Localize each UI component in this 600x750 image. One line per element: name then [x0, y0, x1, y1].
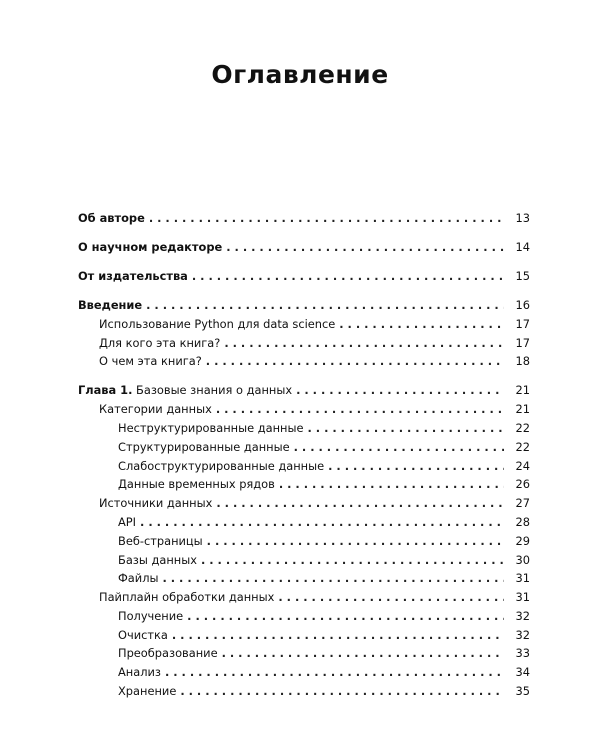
toc-page-number: 35	[515, 684, 530, 699]
toc-entry[interactable]	[78, 663, 530, 682]
dot-leader	[146, 296, 504, 315]
toc-page-number: 31	[515, 590, 530, 605]
dot-leader	[207, 532, 504, 551]
toc-page-number: 13	[515, 211, 530, 225]
dot-leader	[224, 334, 504, 353]
toc-entry-title: Пайплайн обработки данных	[99, 590, 275, 605]
toc-page-number: 22	[515, 420, 530, 435]
toc-page-number: 16	[515, 297, 530, 312]
chapter-label: Глава 1.	[78, 383, 133, 398]
toc-entry[interactable]	[78, 513, 530, 532]
toc-entry-title	[78, 381, 292, 400]
toc-page-number: 27	[515, 496, 530, 511]
toc-page-number: 26	[515, 477, 530, 492]
dot-leader	[187, 607, 504, 626]
toc-page-number: 24	[515, 458, 530, 473]
dot-leader	[308, 419, 505, 438]
dot-leader	[180, 682, 504, 701]
dot-leader	[294, 438, 504, 457]
toc-entry-title: От издательства	[78, 268, 188, 283]
toc-page-number: 30	[515, 552, 530, 567]
toc-entry[interactable]	[78, 238, 530, 257]
dot-leader	[216, 494, 504, 513]
dot-leader	[226, 238, 504, 257]
toc-page-number: 33	[515, 646, 530, 661]
toc-entry-title: Базы данных	[118, 552, 197, 567]
toc-entry[interactable]	[78, 315, 530, 334]
dot-leader	[162, 569, 504, 588]
toc-page-number: 31	[515, 571, 530, 586]
toc-page-number: 32	[515, 608, 530, 623]
dot-leader	[165, 663, 504, 682]
toc-entry-title: Категории данных	[99, 402, 212, 417]
toc-entry-title: Данные временных рядов	[118, 477, 275, 492]
chapter-title: Базовые знания о данных	[136, 383, 293, 398]
toc-page-number: 21	[515, 402, 530, 417]
toc-entry-title: Анализ	[118, 665, 161, 680]
toc-page-number: 21	[515, 383, 530, 398]
toc-page-number: 32	[515, 627, 530, 642]
toc-page-number: 15	[515, 268, 530, 283]
toc-entry-title: Введение	[78, 297, 143, 312]
dot-leader	[216, 400, 504, 419]
dot-leader	[278, 588, 504, 607]
toc-entry[interactable]	[78, 438, 530, 457]
dot-leader	[279, 475, 504, 494]
dot-leader	[140, 513, 504, 532]
toc-page-number: 34	[515, 665, 530, 680]
toc-entry[interactable]	[78, 267, 530, 286]
toc-entry[interactable]	[78, 607, 530, 626]
toc-entry-title: Очистка	[118, 627, 168, 642]
toc-entry-title: Получение	[118, 608, 184, 623]
toc-entry[interactable]	[78, 296, 530, 315]
toc-page-number: 17	[515, 316, 530, 331]
page-title: Оглавление	[211, 60, 389, 89]
dot-leader	[149, 209, 504, 228]
toc-entry-title: Для кого эта книга?	[99, 335, 221, 350]
toc-entry[interactable]	[78, 352, 530, 371]
toc-entry[interactable]	[78, 457, 530, 476]
toc-entry[interactable]	[78, 419, 530, 438]
toc-entry[interactable]	[78, 400, 530, 419]
toc-page-number: 28	[515, 514, 530, 529]
dot-leader	[296, 381, 504, 400]
toc-entry[interactable]	[78, 551, 530, 570]
toc-entry-title: Неструктурированные данные	[118, 420, 304, 435]
toc-entry[interactable]	[78, 475, 530, 494]
toc-entry[interactable]	[78, 682, 530, 701]
toc-entry-title: Структурированные данные	[118, 439, 290, 454]
toc-entry[interactable]	[78, 381, 530, 400]
toc-entry-title: Об авторе	[78, 211, 145, 225]
toc-page-number: 17	[515, 335, 530, 350]
toc-page-number: 29	[515, 533, 530, 548]
dot-leader	[328, 457, 504, 476]
toc-entry[interactable]	[78, 334, 530, 353]
toc-entry[interactable]	[78, 588, 530, 607]
toc-entry-title: Слабоструктурированные данные	[118, 458, 325, 473]
toc-entry-title: Веб-страницы	[118, 533, 203, 548]
toc-entry-title: О научном редакторе	[78, 239, 223, 254]
toc-entry-title: API	[118, 514, 137, 529]
dot-leader	[192, 267, 504, 286]
toc-entry[interactable]	[78, 209, 530, 228]
dot-leader	[172, 626, 504, 645]
toc-entry[interactable]	[78, 626, 530, 645]
toc-page-number: 18	[515, 354, 530, 369]
toc-entry-title: О чем эта книга?	[99, 354, 202, 369]
toc-entry-title: Использование Python для data science	[99, 316, 336, 331]
toc-entry-title: Источники данных	[99, 496, 213, 511]
toc-page-number: 14	[515, 239, 530, 254]
toc-entry[interactable]	[78, 532, 530, 551]
table-of-contents	[78, 209, 530, 701]
toc-entry[interactable]	[78, 644, 530, 663]
toc-entry[interactable]	[78, 494, 530, 513]
dot-leader	[201, 551, 504, 570]
dot-leader	[222, 644, 504, 663]
toc-entry-title: Файлы	[118, 571, 159, 586]
toc-page-number: 22	[515, 439, 530, 454]
toc-entry[interactable]	[78, 569, 530, 588]
dot-leader	[339, 315, 504, 334]
dot-leader	[206, 352, 504, 371]
toc-entry-title: Преобразование	[118, 646, 218, 661]
toc-entry-title: Хранение	[118, 684, 177, 699]
